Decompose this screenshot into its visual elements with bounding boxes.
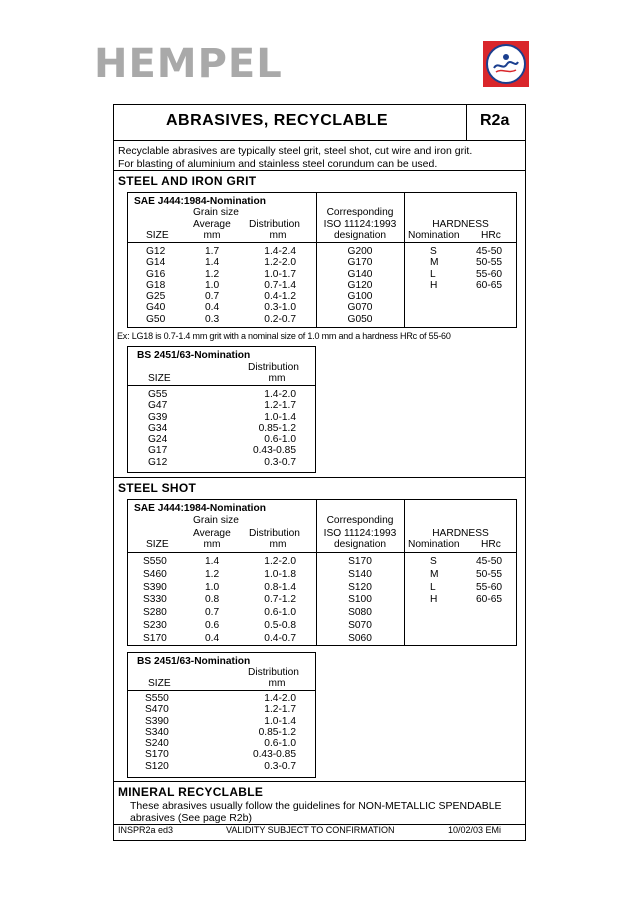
- header-hardness: HARDNESS: [432, 528, 489, 539]
- document-code: R2a: [480, 112, 510, 129]
- column-size: G12 G14 G16 G18 G25 G40 G50: [146, 246, 166, 325]
- header-mm: mm: [269, 539, 287, 550]
- column-hrc: 45-50 50-55 55-60 60-65: [476, 246, 503, 291]
- header-hardness: HARDNESS: [432, 219, 489, 230]
- table-divider: [404, 499, 405, 646]
- header-size: SIZE: [148, 373, 171, 384]
- mineral-line-2: abrasives (See page R2b): [130, 812, 252, 824]
- title-divider: [466, 104, 467, 140]
- table-header-rule: [127, 242, 517, 243]
- table-divider: [404, 192, 405, 328]
- column-distribution: 1.2-2.0 1.0-1.8 0.8-1.4 0.7-1.2 0.6-1.0 0.5-0.8 0.4-0.7: [264, 556, 296, 644]
- bs-title: BS 2451/63-Nomination: [137, 350, 251, 361]
- divider: [113, 170, 526, 171]
- section-heading-steel-shot: STEEL SHOT: [118, 481, 197, 495]
- footer-validity: VALIDITY SUBJECT TO CONFIRMATION: [226, 825, 395, 835]
- header-average: Average: [193, 528, 231, 539]
- column-distribution: 1.4-2.4 1.2-2.0 1.0-1.7 0.7-1.4 0.4-1.2 0.3-1.0 0.2-0.7: [264, 246, 296, 325]
- column-average: 1.4 1.2 1.0 0.8 0.7 0.6 0.4: [205, 556, 220, 644]
- header-mm: mm: [203, 539, 221, 550]
- column-distribution: 1.4-2.0 1.2-1.7 1.0-1.4 0.85-1.2 0.6-1.0 0.43-0.85 0.3-0.7: [252, 693, 296, 772]
- table-header-rule: [127, 385, 316, 386]
- section-heading-mineral: MINERAL RECYCLABLE: [118, 785, 264, 799]
- table-header-rule: [127, 552, 517, 553]
- header-mm: mm: [268, 373, 286, 384]
- bs-title: BS 2451/63-Nomination: [137, 656, 251, 667]
- section-heading-steel-grit: STEEL AND IRON GRIT: [118, 174, 257, 188]
- header-size: SIZE: [148, 678, 171, 689]
- column-nomination: S M L H: [430, 246, 439, 291]
- example-note: Ex: LG18 is 0.7-1.4 mm grit with a nominal size of 1.0 mm and a hardness HRc of 55-60: [117, 331, 451, 341]
- hempel-logo: [483, 41, 529, 87]
- sae-title: SAE J444:1984-Nomination: [134, 503, 266, 514]
- header-iso: ISO 11124:1993: [323, 528, 397, 539]
- header-distribution: Distribution: [248, 667, 299, 678]
- header-distribution: Distribution: [249, 528, 300, 539]
- header-mm: mm: [203, 230, 221, 241]
- intro-line-2: For blasting of aluminium and stainless steel corundum can be used.: [118, 158, 438, 170]
- header-average: Average: [193, 219, 231, 230]
- sae-title: SAE J444:1984-Nomination: [134, 196, 266, 207]
- divider: [113, 477, 526, 478]
- header-distribution: Distribution: [248, 362, 299, 373]
- divider: [113, 781, 526, 782]
- header-iso: ISO 11124:1993: [323, 219, 397, 230]
- header-hrc: HRc: [481, 539, 501, 550]
- column-iso: S170 S140 S120 S100 S080 S070 S060: [348, 556, 372, 644]
- header-grain-size: Grain size: [193, 207, 239, 218]
- intro-line-1: Recyclable abrasives are typically steel grit, steel shot, cut wire and iron grit.: [118, 145, 473, 157]
- table-header-rule: [127, 690, 316, 691]
- column-distribution: 1.4-2.0 1.2-1.7 1.0-1.4 0.85-1.2 0.6-1.0 0.43-0.85 0.3-0.7: [252, 389, 296, 468]
- header-mm: mm: [268, 678, 286, 689]
- column-iso: G200 G170 G140 G120 G100 G070 G050: [347, 246, 373, 325]
- header-size: SIZE: [146, 230, 169, 241]
- column-hrc: 45-50 50-55 55-60 60-65: [476, 556, 503, 606]
- mineral-line-1: These abrasives usually follow the guidelines for NON-METALLIC SPENDABLE: [130, 800, 502, 812]
- header-corresponding: Corresponding: [326, 515, 394, 526]
- column-size: G55 G47 G39 G34 G24 G17 G12: [148, 389, 168, 468]
- column-nomination: S M L H: [430, 556, 439, 606]
- header-mm: mm: [269, 230, 287, 241]
- footer-doc-id: INSPR2a ed3: [118, 825, 174, 835]
- column-size: S550 S470 S390 S340 S240 S170 S120: [145, 693, 169, 772]
- column-size: S550 S460 S390 S330 S280 S230 S170: [143, 556, 167, 644]
- header-grain-size: Grain size: [193, 515, 239, 526]
- header-nomination: Nomination: [408, 230, 460, 241]
- header-designation: designation: [333, 539, 387, 550]
- header-corresponding: Corresponding: [326, 207, 394, 218]
- header-size: SIZE: [146, 539, 169, 550]
- header-designation: designation: [333, 230, 387, 241]
- footer-date: 10/02/03 EMi: [448, 825, 502, 835]
- document-title: ABRASIVES, RECYCLABLE: [166, 112, 389, 129]
- brand-wordmark: HEMPEL: [94, 41, 283, 87]
- header-nomination: Nomination: [408, 539, 460, 550]
- header-hrc: HRc: [481, 230, 501, 241]
- column-average: 1.7 1.4 1.2 1.0 0.7 0.4 0.3: [205, 246, 220, 325]
- header-distribution: Distribution: [249, 219, 300, 230]
